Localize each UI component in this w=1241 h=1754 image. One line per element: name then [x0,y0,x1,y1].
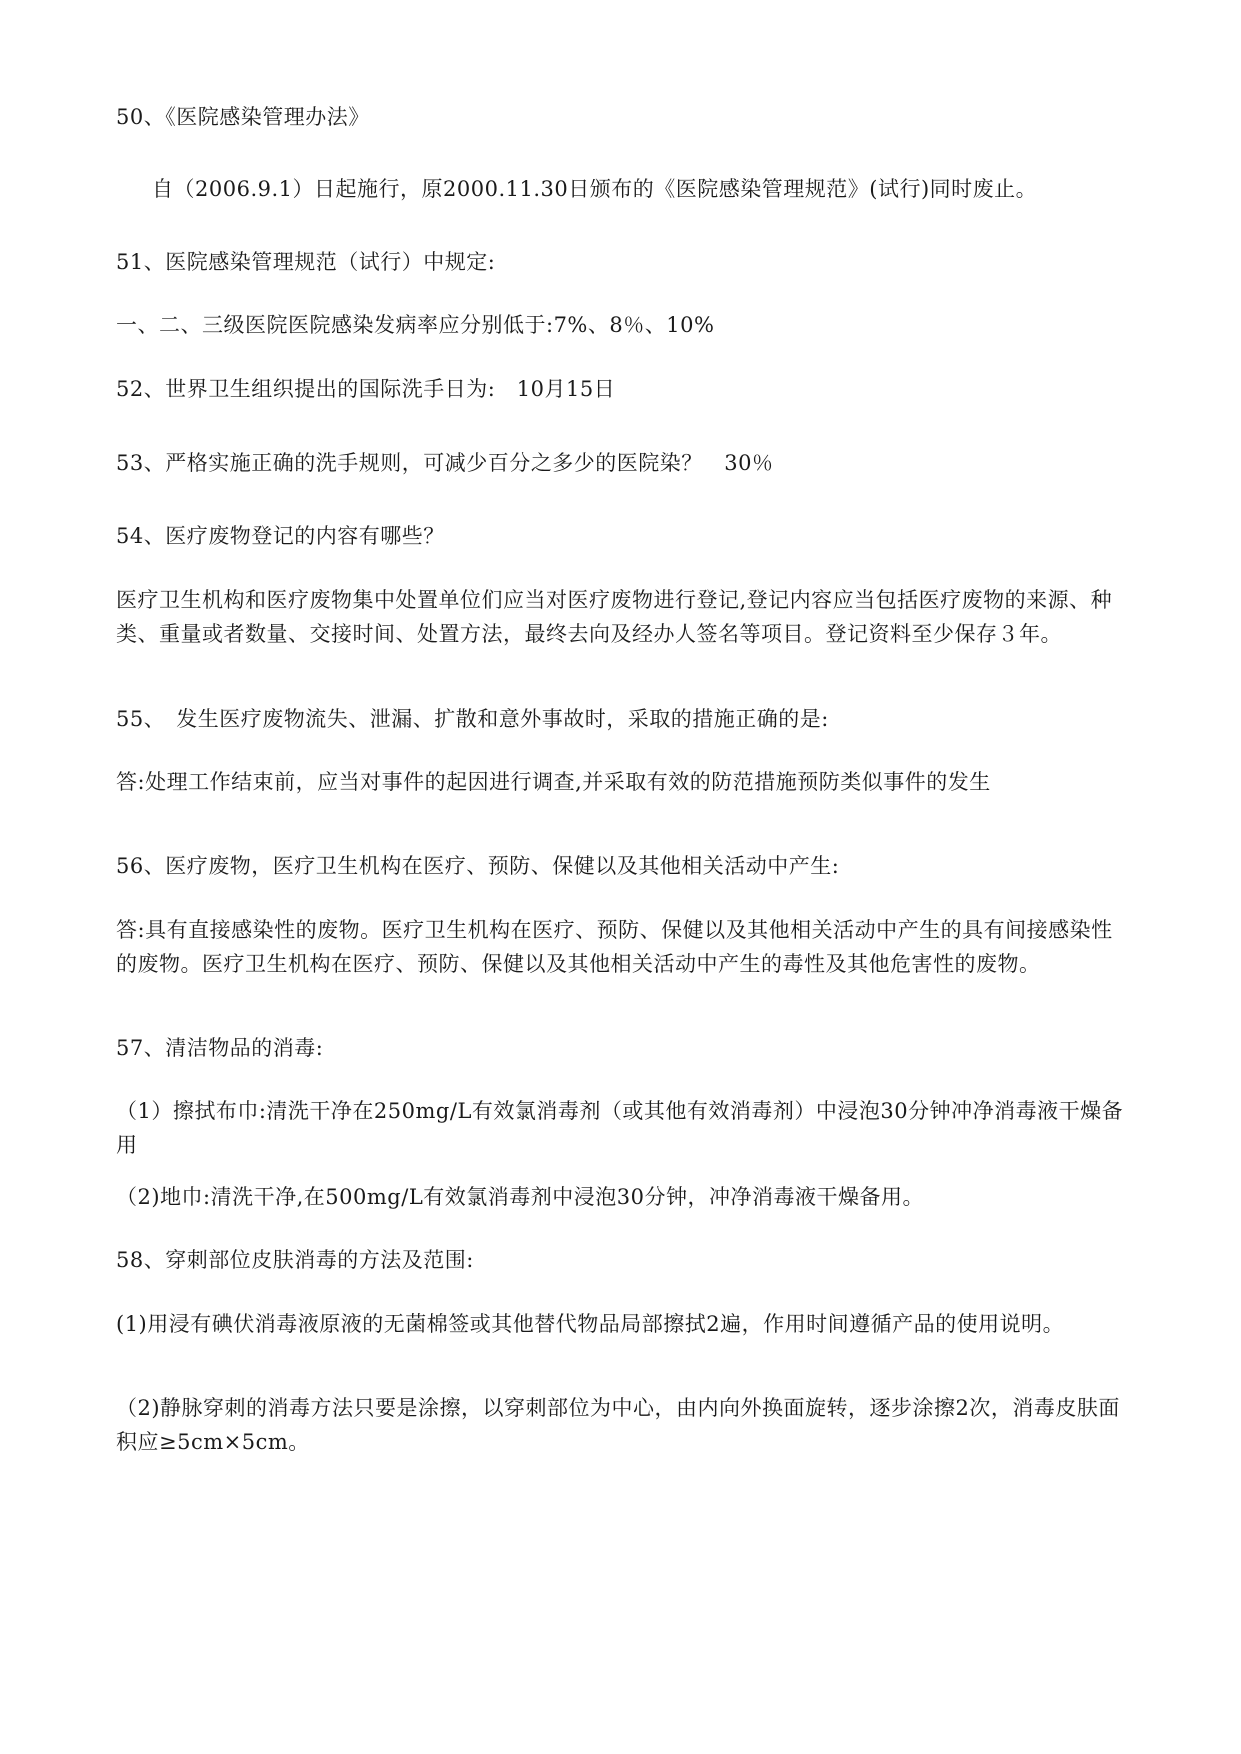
paragraph-skin-disinfection-1: (1)用浸有碘伏消毒液原液的无菌棉签或其他替代物品局部擦拭2遍，作用时间遵循产品的使用说明。 [116,1312,1065,1336]
heading-item-53: 53、严格实施正确的洗手规则，可减少百分之多少的医院染？ 30％ [116,451,774,475]
heading-item-55: 55、 发生医疗废物流失、泄漏、扩散和意外事故时，采取的措施正确的是: [116,707,829,731]
paragraph-waste-registration: 医疗卫生机构和医疗废物集中处置单位们应当对医疗废物进行登记,登记内容应当包括医疗废物的来源、种类、重量或者数量、交接时间、处置方法，最终去向及经办人签名等项目。登记资料至少保存３年。 [116,588,1113,646]
answer-item-56: 答:具有直接感染性的废物。医疗卫生机构在医疗、预防、保健以及其他相关活动中产生的具有间接感染性的废物。医疗卫生机构在医疗、预防、保健以及其他相关活动中产生的毒性及其他危害性的废物。 [116,918,1113,976]
heading-item-50: 50、《医院感染管理办法》 [116,105,370,129]
paragraph-mop-disinfection: （2)地巾:清洗干净,在500mg/L有效氯消毒剂中浸泡30分钟，冲净消毒液干燥备用。 [116,1185,924,1209]
paragraph-skin-disinfection-2: （2)静脉穿刺的消毒方法只要是涂擦，以穿刺部位为中心，由内向外换面旋转，逐步涂擦2次，消毒皮肤面积应≥5cm×5cm。 [116,1396,1120,1454]
paragraph-cloth-disinfection: （1）擦拭布巾:清洗干净在250mg/L有效氯消毒剂（或其他有效消毒剂）中浸泡30分钟冲净消毒液干燥备用 [116,1099,1124,1157]
heading-item-57: 57、清洁物品的消毒: [116,1036,324,1060]
heading-item-56: 56、医疗废物，医疗卫生机构在医疗、预防、保健以及其他相关活动中产生: [116,854,840,878]
heading-item-51: 51、医院感染管理规范（试行）中规定: [116,250,496,274]
paragraph-effective-date: 自（2006.9.1）日起施行，原2000.11.30日颁布的《医院感染管理规范》(试行)同时废止。 [152,177,1038,201]
heading-item-58: 58、穿刺部位皮肤消毒的方法及范围: [116,1248,474,1272]
heading-item-52: 52、世界卫生组织提出的国际洗手日为: 10月15日 [116,377,616,401]
paragraph-infection-rates: 一、二、三级医院医院感染发病率应分别低于:7%、8％、10% [116,313,715,337]
heading-item-54: 54、医疗废物登记的内容有哪些？ [116,524,445,548]
answer-item-55: 答:处理工作结束前，应当对事件的起因进行调查,并采取有效的防范措施预防类似事件的发生 [116,770,991,794]
